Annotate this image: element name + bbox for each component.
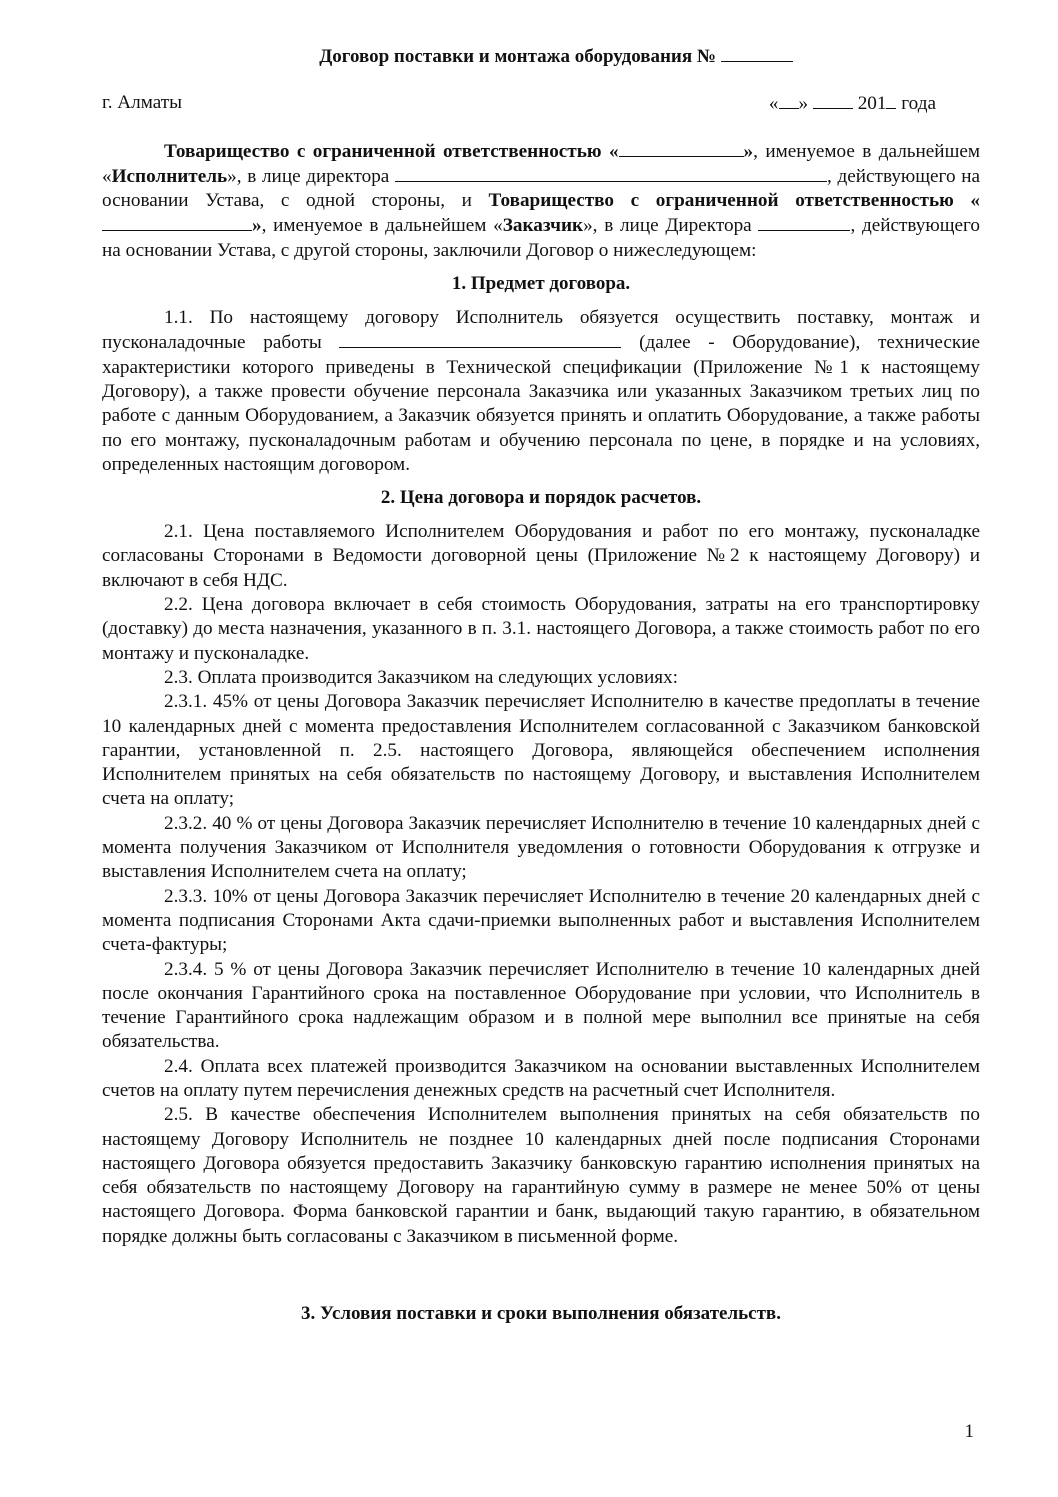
clause-2-3: 2.3. Оплата производится Заказчиком на следующих условиях: xyxy=(164,666,679,688)
party1-name-blank xyxy=(619,139,744,157)
clause-2-5: 2.5. В качестве обеспечения Исполнителем выполнения принятых на себя обязательств по настоящему Договору Исполнитель не позднее 10 календарных дней после подписания Сторонами настоящего Договора обязуется предоставить Заказчику банковскую гарантию исполнения принятых на себя обязательств по настоящему Договору на гарантийную сумму в размере не менее 50% от цены настоящего Договора. Форма банковской гарантии и банк, выдающий такую гарантию, в обязательном порядке должны быть согласованы с Заказчиком в письменной форме. xyxy=(102,1104,980,1247)
executor-director-blank xyxy=(395,164,827,182)
preamble-text-d: , именуемое в дальнейшем « xyxy=(261,215,503,237)
clause-2-4: 2.4. Оплата всех платежей производится Заказчиком на основании выставленных Исполнителем счетов на оплату путем перечисления денежных средств на расчетный счет Исполнителя. xyxy=(102,1055,980,1101)
page-number: 1 xyxy=(964,1421,974,1442)
document-title xyxy=(102,44,980,69)
place-date-row xyxy=(102,91,980,116)
section-heading-2: 2. Цена договора и порядок расчетов. xyxy=(380,487,702,509)
date-quote-open: « xyxy=(768,93,779,115)
executor-term: Исполнитель xyxy=(111,165,228,187)
month-blank xyxy=(813,91,853,109)
clause-1-1 xyxy=(102,306,980,477)
city: г. Алматы xyxy=(102,92,183,114)
clause-2-3-1: 2.3.1. 45% от цены Договора Заказчик перечисляет Исполнителю в качестве предоплаты в течение 10 календарных дней с момента предоставления Исполнителем согласованной с Заказчиком банковской гарантии, установленной п. 2.5. настоящего Договора, являющейся обеспечением исполнения Исполнителем принятых на себя обязательств по настоящему Договору, и выставления Исполнителем счета на оплату; xyxy=(102,691,980,810)
day-blank xyxy=(779,91,799,109)
title-text: Договор поставки и монтажа оборудования № xyxy=(319,46,716,67)
clause-2-2: 2.2. Цена договора включает в себя стоимость Оборудования, затраты на его транспортировку (доставку) до места назначения, указанного в п. 3.1. настоящего Договора, а также стоимость работ по его монтажу и пусконаладке. xyxy=(102,594,980,664)
date-suffix: года xyxy=(901,93,936,115)
customer-term: Заказчик xyxy=(502,215,584,237)
party1-close: » xyxy=(743,140,754,162)
clause-1-1-text-a: 1.1. По настоящему договору Исполнитель обязуется осуществить поставку, монтаж и пусконаладочные работы xyxy=(102,307,980,354)
party2-close: » xyxy=(252,215,262,237)
preamble-text-b: », в лице директора xyxy=(227,165,390,187)
equipment-blank xyxy=(339,330,621,348)
contract-date xyxy=(769,91,980,116)
section-heading-1: 1. Предмет договора. xyxy=(451,273,631,295)
preamble-text-a: , именуемое в дальнейшем « xyxy=(102,140,981,187)
clause-2-3-2: 2.3.2. 40 % от цены Договора Заказчик перечисляет Исполнителю в течение 10 календарных дней с момента получения Заказчиком от Исполнителя уведомления о готовности Оборудования к отгрузке и выставления Исполнителем счета на оплату; xyxy=(102,812,980,883)
clause-2-3-3: 2.3.3. 10% от цены Договора Заказчик перечисляет Исполнителю в течение 20 календарных дней с момента подписания Сторонами Акта сдачи-приемки выполненных работ и выставления Исполнителем счета-фактуры; xyxy=(102,885,980,956)
contract-number-blank xyxy=(721,44,793,62)
date-quote-close: » xyxy=(798,93,809,115)
preamble-text-e: », в лице Директора xyxy=(583,215,752,237)
section-heading-3: 3. Условия поставки и сроки выполнения обязательств. xyxy=(301,1303,781,1325)
preamble xyxy=(102,139,980,263)
party2-name-blank xyxy=(102,213,252,231)
year-prefix: 201 xyxy=(857,93,887,115)
year-blank xyxy=(886,91,896,109)
customer-director-blank xyxy=(758,213,850,231)
preamble-text-f: , действующего на основании Устава, с другой стороны, заключили Договор о нижеследующем: xyxy=(102,215,981,261)
party1-name: Товарищество с ограниченной ответственностью « xyxy=(164,140,619,162)
spacer xyxy=(102,1249,980,1293)
clause-2-1: 2.1. Цена поставляемого Исполнителем Оборудования и работ по его монтажу, пусконаладке согласованы Сторонами в Ведомости договорной цены (Приложение №2 к настоящему Договору) и включают в себя НДС. xyxy=(102,521,980,591)
clause-2-3-4: 2.3.4. 5 % от цены Договора Заказчик перечисляет Исполнителю в течение 10 календарных дней после окончания Гарантийного срока на поставленное Оборудование при условии, что Исполнитель в течение Гарантийного срока надлежащим образом и в полной мере выполнил все принятые на себя обязательства. xyxy=(102,958,980,1053)
document-page xyxy=(102,44,980,1336)
party2-name: Товарищество с ограниченной ответственностью « xyxy=(488,190,981,212)
clause-1-1-text-b: (далее - Оборудование), технические характеристики которого приведены в Технической спецификации (Приложение №1 к настоящему Договору), а также провести обучение персонала Заказчика или указанных Заказчиком третьих лиц по работе с данным Оборудованием, а Заказчик обязуется принять и оплатить Оборудование, а также работы по его монтажу, пусконаладочным работам и обучению персонала по цене, в порядке и на условиях, определенных настоящим договором. xyxy=(102,332,980,475)
preamble-text-c: , действующего на основании Устава, с одной стороны, и xyxy=(102,165,981,212)
